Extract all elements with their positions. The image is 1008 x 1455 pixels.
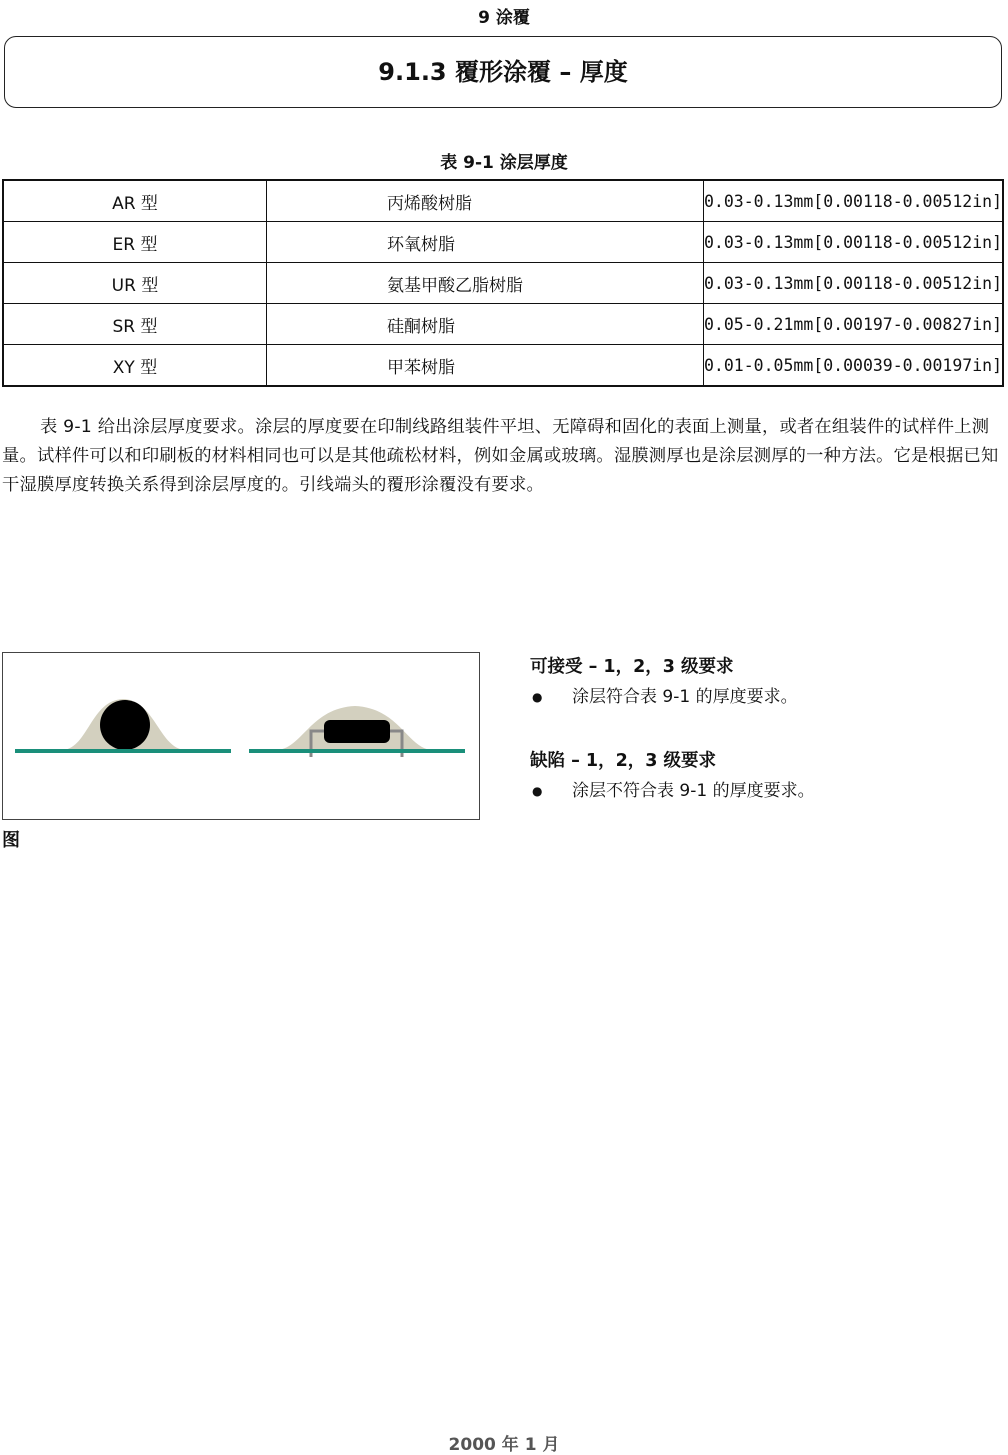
material-cell: 丙烯酸树脂 [267, 180, 704, 222]
type-cell: UR 型 [3, 263, 267, 304]
acceptable-item-text: 涂层符合表 9-1 的厚度要求。 [572, 687, 798, 707]
thickness-cell: 0.03-0.13mm[0.00118-0.00512in] [704, 222, 1004, 263]
thickness-cell: 0.05-0.21mm[0.00197-0.00827in] [704, 304, 1004, 345]
coating-diagram [3, 653, 479, 819]
bullet-icon: ● [532, 784, 543, 798]
chapter-header: 9 涂覆 [478, 8, 530, 28]
type-cell: XY 型 [3, 345, 267, 387]
defect-item [530, 776, 1000, 806]
figure-label: 图 [2, 830, 20, 851]
chip-component [324, 720, 390, 743]
board-right [249, 749, 465, 753]
thickness-cell: 0.03-0.13mm[0.00118-0.00512in] [704, 180, 1004, 222]
coating-illustration [2, 652, 480, 820]
table-caption: 表 9-1 涂层厚度 [440, 153, 568, 173]
material-cell: 硅酮树脂 [267, 304, 704, 345]
table-row [3, 222, 1003, 263]
acceptable-heading: 可接受 – 1，2，3 级要求 [530, 657, 734, 677]
type-cell: ER 型 [3, 222, 267, 263]
acceptable-item [530, 682, 1000, 712]
board-left [15, 749, 231, 753]
material-cell: 环氧树脂 [267, 222, 704, 263]
type-cell: SR 型 [3, 304, 267, 345]
coating-thickness-table [2, 179, 1004, 387]
acceptable-criteria [530, 652, 1000, 712]
defect-criteria [530, 746, 1000, 806]
type-cell: AR 型 [3, 180, 267, 222]
round-component [100, 700, 150, 750]
table-row [3, 180, 1003, 222]
bullet-icon: ● [532, 690, 543, 704]
defect-item-text: 涂层不符合表 9-1 的厚度要求。 [572, 781, 815, 801]
section-title: 9.1.3 覆形涂覆 – 厚度 [378, 58, 628, 86]
footer-date: 2000 年 1 月 [448, 1435, 560, 1455]
defect-heading: 缺陷 – 1，2，3 级要求 [530, 751, 717, 771]
section-title-box [4, 36, 1002, 108]
material-cell: 氨基甲酸乙脂树脂 [267, 263, 704, 304]
body-paragraph: 表 9-1 给出涂层厚度要求。涂层的厚度要在印制线路组装件平坦、无障碍和固化的表面上测量，或者在组装件的试样件上测量。试样件可以和印刷板的材料相同也可以是其他疏松材料，例如金属或玻璃。湿膜测厚也是涂层测厚的一种方法。它是根据已知干湿膜厚度转换关系得到涂层厚度的。引线端头的覆形涂覆没有要求。 [2, 417, 999, 495]
table-row [3, 263, 1003, 304]
table-row [3, 345, 1003, 387]
material-cell: 甲苯树脂 [267, 345, 704, 387]
table-row [3, 304, 1003, 345]
thickness-cell: 0.03-0.13mm[0.00118-0.00512in] [704, 263, 1004, 304]
thickness-cell: 0.01-0.05mm[0.00039-0.00197in] [704, 345, 1004, 387]
